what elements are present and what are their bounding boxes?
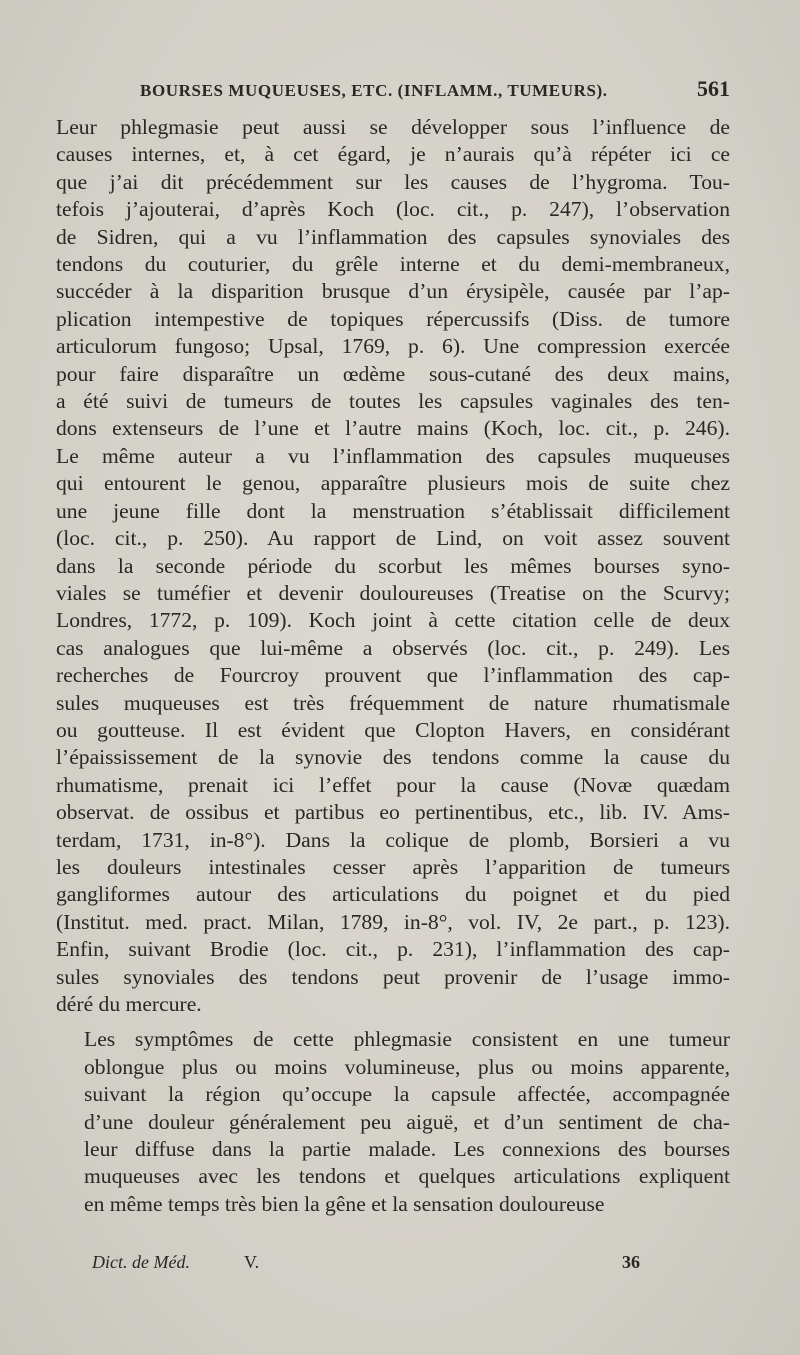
page-number: 561 (697, 76, 730, 101)
text-line: gangliformes autour des articulations du poignet et du pied (56, 882, 730, 907)
text-line: (Institut. med. pract. Milan, 1789, in-8°, vol. IV, 2e part., p. 123). (56, 909, 730, 934)
text-line: qui entourent le genou, apparaître plusieurs mois de suite chez (56, 471, 730, 496)
text-line: causes internes, et, à cet égard, je n’aurais qu’à répéter ici ce (56, 142, 730, 167)
text-line: plication intempestive de topiques répercussifs (Diss. de tumore (56, 306, 730, 331)
text-line: rhumatisme, prenait ici l’effet pour la cause (Novæ quædam (56, 772, 730, 797)
text-line: recherches de Fourcroy prouvent que l’inflammation des cap- (56, 663, 730, 688)
text-line: Enfin, suivant Brodie (loc. cit., p. 231), l’inflammation des cap- (56, 937, 730, 962)
running-head: BOURSES MUQUEUSES, ETC. (INFLAMM., TUMEURS). (140, 81, 608, 100)
text-line: ou goutteuse. Il est évident que Clopton Havers, en considérant (56, 717, 730, 742)
text-line: a été suivi de tumeurs de toutes les capsules vaginales des ten- (56, 389, 730, 414)
text-line: cas analogues que lui-même a observés (loc. cit., p. 249). Les (56, 635, 730, 660)
body-text (56, 114, 730, 1218)
text-line: dans la seconde période du scorbut les mêmes bourses syno- (56, 553, 730, 578)
page-footer (92, 1252, 640, 1273)
text-line: observat. de ossibus et partibus eo pertinentibus, etc., lib. IV. Ams- (56, 800, 730, 825)
text-line: les douleurs intestinales cesser après l’apparition de tumeurs (56, 854, 730, 879)
text-line: suivant la région qu’occupe la capsule affectée, accompagnée (84, 1082, 730, 1107)
text-line: pour faire disparaître un œdème sous-cutané des deux mains, (56, 361, 730, 386)
text-line: viales se tuméfier et devenir douloureuses (Treatise on the Scurvy; (56, 580, 730, 605)
text-line: dons extenseurs de l’une et l’autre mains (Koch, loc. cit., p. 246). (56, 416, 730, 441)
text-line: (loc. cit., p. 250). Au rapport de Lind, on voit assez souvent (56, 526, 730, 551)
text-line: tefois j’ajouterai, d’après Koch (loc. cit., p. 247), l’observation (56, 197, 730, 222)
paragraph-2 (56, 1026, 730, 1218)
footer-title: Dict. de Méd. (92, 1252, 190, 1272)
text-line: en même temps très bien la gêne et la sensation douloureuse (84, 1191, 605, 1216)
text-line: Les symptômes de cette phlegmasie consistent en une tumeur (84, 1027, 730, 1052)
text-line: terdam, 1731, in-8°). Dans la colique de plomb, Borsieri a vu (56, 827, 730, 852)
text-line: l’épaississement de la synovie des tendons comme la cause du (56, 745, 730, 770)
text-line: de Sidren, qui a vu l’inflammation des capsules synoviales des (56, 224, 730, 249)
text-line: que j’ai dit précédemment sur les causes de l’hygroma. Tou- (56, 169, 730, 194)
paragraph-1 (56, 114, 730, 1018)
text-line: leur diffuse dans la partie malade. Les connexions des bourses (84, 1137, 730, 1162)
text-line: d’une douleur généralement peu aiguë, et d’un sentiment de cha- (84, 1109, 730, 1134)
text-line: Londres, 1772, p. 109). Koch joint à cette citation celle de deux (56, 608, 730, 633)
text-line: sules synoviales des tendons peut provenir de l’usage immo- (56, 964, 730, 989)
text-line: sules muqueuses est très fréquemment de nature rhumatismale (56, 690, 730, 715)
footer-signature: 36 (622, 1252, 640, 1272)
text-line: Le même auteur a vu l’inflammation des capsules muqueuses (56, 443, 730, 468)
page-header (140, 76, 730, 102)
text-line: articulorum fungoso; Upsal, 1769, p. 6). Une compression exercée (56, 334, 730, 359)
footer-volume: V. (243, 1252, 260, 1272)
text-line: déré du mercure. (56, 992, 202, 1016)
text-line: une jeune fille dont la menstruation s’établissait difficilement (56, 498, 730, 523)
text-line: succéder à la disparition brusque d’un érysipèle, causée par l’ap- (56, 279, 730, 304)
text-line: tendons du couturier, du grêle interne et du demi-membraneux, (56, 252, 730, 277)
text-line: muqueuses avec les tendons et quelques articulations expliquent (84, 1164, 730, 1189)
text-line: oblongue plus ou moins volumineuse, plus ou moins apparente, (84, 1054, 730, 1079)
text-line: Leur phlegmasie peut aussi se développer sous l’influence de (56, 115, 730, 139)
